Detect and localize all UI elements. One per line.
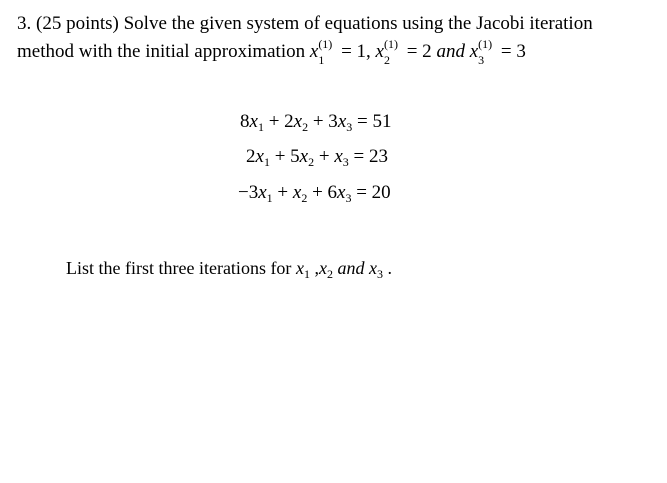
eq1-coef2: + 2 [263,111,294,132]
eq3-coef2: + [272,182,293,203]
list-and-word: and [332,258,369,278]
initial-x3-value: = 3 [496,41,526,62]
eq2-sub3: 3 [342,155,349,169]
list-sep: , [309,258,319,278]
list-sub2: 2 [326,267,333,281]
eq3-sub1: 1 [266,191,273,205]
iteration-instruction [66,256,392,280]
initial-x2-sub: 2 [383,53,390,67]
list-sub1: 1 [303,267,310,281]
eq2-var2: x [299,146,309,167]
eq1-sub1: 1 [257,120,264,134]
initial-x2-value: = 2 [401,41,437,62]
eq3-coef1: −3 [238,182,259,203]
list-var1: x [295,258,304,278]
eq3-sub3: 3 [345,191,352,205]
eq1-sub2: 2 [302,120,309,134]
eq1-coef1: 8 [240,111,250,132]
eq1-sub3: 3 [346,120,353,134]
list-sub3: 3 [376,267,383,281]
eq2-var3: x [334,146,343,167]
eq2-sub2: 2 [308,155,315,169]
initial-x2-var: x [375,41,384,62]
eq2-rhs: = 23 [348,146,388,167]
list-var3: x [368,258,377,278]
initial-x3-sub: 3 [478,53,485,67]
eq3-var1: x [258,182,267,203]
line2-prefix: method with the initial approximation [17,41,310,62]
equation-1 [240,110,391,134]
eq2-sub1: 1 [263,155,270,169]
initial-x3-var: x [469,41,479,62]
initial-x3-indices [478,37,496,67]
equation-2 [246,145,388,169]
eq3-sub2: 2 [301,191,308,205]
equation-3 [238,181,391,205]
initial-x2-sup: (1) [383,37,398,51]
list-var2: x [318,258,327,278]
initial-x1-sub: 1 [318,53,325,67]
eq3-coef3: + 6 [307,182,338,203]
initial-x1-sup: (1) [318,37,333,51]
initial-x1-value: = 1, [336,41,371,62]
eq2-coef3: + [314,146,335,167]
eq3-var3: x [337,182,346,203]
eq1-rhs: = 51 [352,111,392,132]
eq1-var3: x [337,111,347,132]
eq3-var2: x [292,182,302,203]
eq2-coef1: 2 [246,146,256,167]
initial-x1-indices [318,37,336,67]
initial-x2-indices [383,37,402,67]
initial-x3-sup: (1) [478,37,493,51]
eq1-coef3: + 3 [308,111,338,132]
problem-statement-line-1: 3. (25 points) Solve the given system of equations using the Jacobi iteration [17,13,593,34]
eq2-var1: x [255,146,264,167]
eq3-rhs: = 20 [351,182,391,203]
list-prefix: List the first three iterations for [66,258,296,278]
eq2-coef2: + 5 [269,146,300,167]
eq1-var2: x [293,111,303,132]
problem-statement-line-2 [17,37,526,67]
eq1-var1: x [249,111,258,132]
and-word: and [436,41,465,62]
list-end: . [382,258,392,278]
initial-x1-var: x [309,41,319,62]
